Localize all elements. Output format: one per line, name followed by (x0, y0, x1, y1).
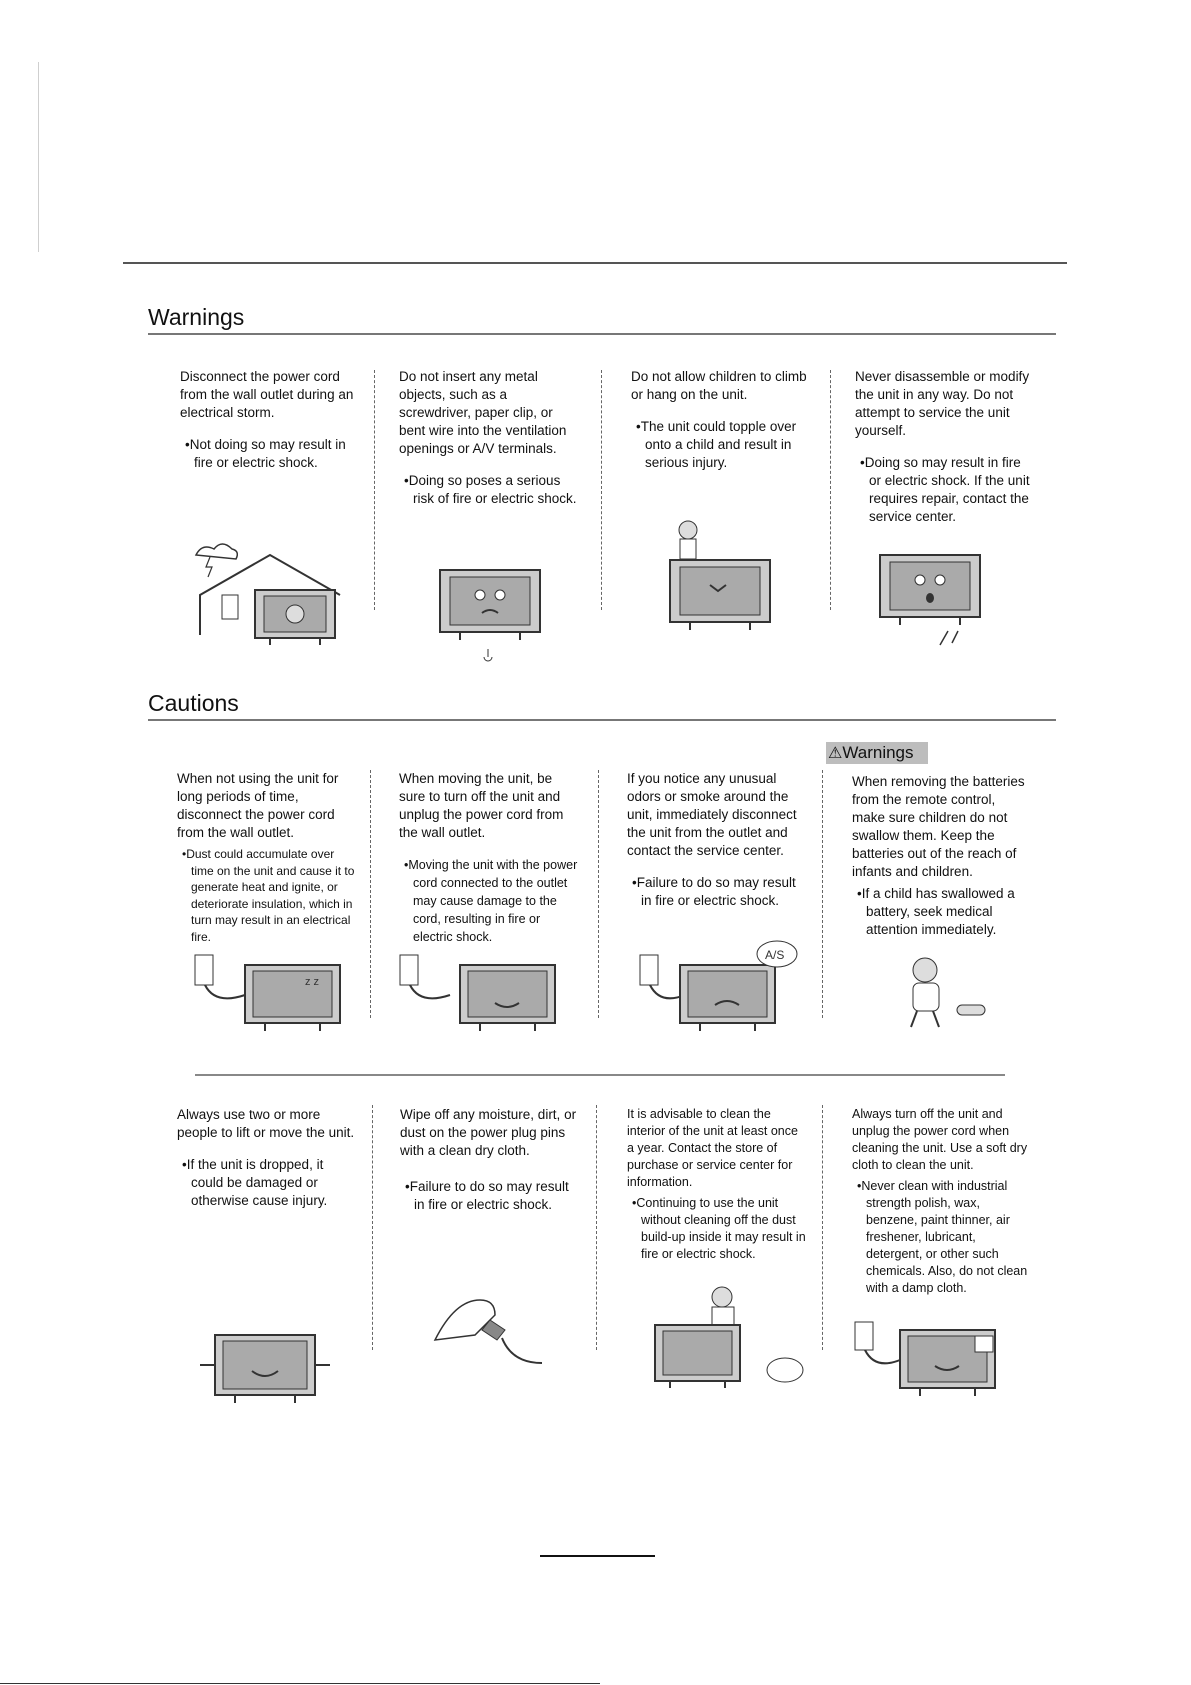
warnings-rule (148, 333, 1056, 335)
warning-2-text: Do not insert any metal objects, such as a screwdriver, paper clip, or bent wire into the ventilation openings or A/V terminals. (399, 369, 567, 456)
caution-item-1 (177, 770, 357, 945)
warning-item-1 (180, 368, 360, 472)
caution-2-text: When moving the unit, be sure to turn off the unit and unplug the power cord from the wall outlet. (399, 771, 564, 840)
column-divider (374, 370, 375, 610)
column-divider (370, 770, 371, 1018)
caution-6-text: Wipe off any moisture, dirt, or dust on the power plug pins with a clean dry cloth. (400, 1107, 577, 1158)
caution-item-6 (400, 1106, 580, 1214)
column-divider (598, 770, 599, 1018)
column-divider (596, 1105, 597, 1350)
bottom-edge-rule (0, 1683, 600, 1684)
child-climbing-illustration (660, 515, 780, 635)
caution-5-text: Always use two or more people to lift or move the unit. (177, 1107, 355, 1140)
caution-item-4 (852, 773, 1032, 939)
warnings-badge-label: Warnings (842, 743, 914, 762)
zzz-label: z z (305, 976, 320, 988)
metal-object-illustration (430, 565, 550, 665)
caution-item-5 (177, 1106, 357, 1210)
column-divider (372, 1105, 373, 1350)
unplug-idle-illustration (195, 955, 345, 1035)
caution-item-8 (852, 1106, 1032, 1297)
cautions-heading: Cautions (148, 690, 239, 716)
caution-2-note: • Moving the unit with the power cord connected to the outlet may cause damage to the cord, resulting in fire or electric shock. (399, 856, 579, 946)
as-bubble-label: A/S (765, 948, 785, 962)
warning-2-note: • Doing so poses a serious risk of fire or electric shock. (399, 472, 579, 508)
page-number-rule (540, 1555, 655, 1557)
interior-cleaning-illustration (650, 1285, 810, 1390)
warnings-badge (826, 742, 928, 764)
caution-item-2 (399, 770, 579, 946)
caution-6-note: • Failure to do so may result in fire or electric shock. (400, 1178, 580, 1214)
warning-3-note: • The unit could topple over onto a child and result in serious injury. (631, 418, 811, 472)
caution-4-note: • If a child has swallowed a battery, seek medical attention immediately. (852, 885, 1032, 939)
warning-item-3 (631, 368, 811, 472)
caution-1-note: • Dust could accumulate over time on the unit and cause it to generate heat and ignite, or deteriorate insulation, which in turn may result in an electrical fire. (177, 846, 357, 945)
caution-5-note: • If the unit is dropped, it could be damaged or otherwise cause injury. (177, 1156, 357, 1210)
margin-rule (38, 62, 39, 252)
caution-3-text: If you notice any unusual odors or smoke around the unit, immediately disconnect the unit from the outlet and contact the service center. (627, 771, 797, 858)
caution-1-text: When not using the unit for long periods of time, disconnect the power cord from the wall outlet. (177, 771, 339, 840)
column-divider (601, 370, 602, 610)
smoke-odor-illustration (635, 940, 805, 1035)
warning-1-note: • Not doing so may result in fire or electric shock. (180, 436, 360, 472)
column-divider (822, 770, 823, 1018)
column-divider (822, 1105, 823, 1350)
warning-3-text: Do not allow children to climb or hang on the unit. (631, 369, 807, 402)
child-battery-illustration (895, 955, 995, 1035)
warning-4-text: Never disassemble or modify the unit in any way. Do not attempt to service the unit yourself. (855, 369, 1030, 438)
wipe-plug-illustration (430, 1290, 550, 1370)
storm-house-illustration (180, 535, 350, 645)
caution-7-note: • Continuing to use the unit without cleaning off the dust build-up inside it may result in fire or electric shock. (627, 1195, 807, 1263)
warning-1-text: Disconnect the power cord from the wall outlet during an electrical storm. (180, 369, 354, 420)
soft-cloth-illustration (855, 1322, 1005, 1402)
caution-4-text: When removing the batteries from the remote control, make sure children do not swallow them. Keep the batteries out of the reach of infants and children. (852, 774, 1025, 879)
caution-7-text: It is advisable to clean the interior of the unit at least once a year. Contact the store of purchase or service center for information. (627, 1107, 798, 1189)
warning-item-4 (855, 368, 1035, 526)
column-divider (830, 370, 831, 610)
warning-triangle-icon: ⚠ (828, 745, 843, 762)
caution-3-note: • Failure to do so may result in fire or electric shock. (627, 874, 807, 910)
warnings-heading: Warnings (148, 304, 245, 330)
caution-8-text: Always turn off the unit and unplug the power cord when cleaning the unit. Use a soft dry cloth to clean the unit. (852, 1107, 1028, 1172)
caution-item-3 (627, 770, 807, 910)
warning-item-2 (399, 368, 579, 508)
two-people-lift-illustration (200, 1335, 330, 1405)
caution-8-note: • Never clean with industrial strength polish, wax, benzene, paint thinner, air freshener, lubricant, detergent, or other such chemicals. Also, do not clean with a damp cloth. (852, 1178, 1032, 1297)
header-rule (123, 262, 1067, 264)
disassemble-illustration (865, 550, 995, 650)
move-unit-illustration (395, 955, 575, 1035)
caution-item-7 (627, 1106, 807, 1263)
warning-4-note: • Doing so may result in fire or electric shock. If the unit requires repair, contact the service center. (855, 454, 1035, 526)
section-separator (195, 1074, 1005, 1076)
cautions-rule (148, 719, 1056, 721)
